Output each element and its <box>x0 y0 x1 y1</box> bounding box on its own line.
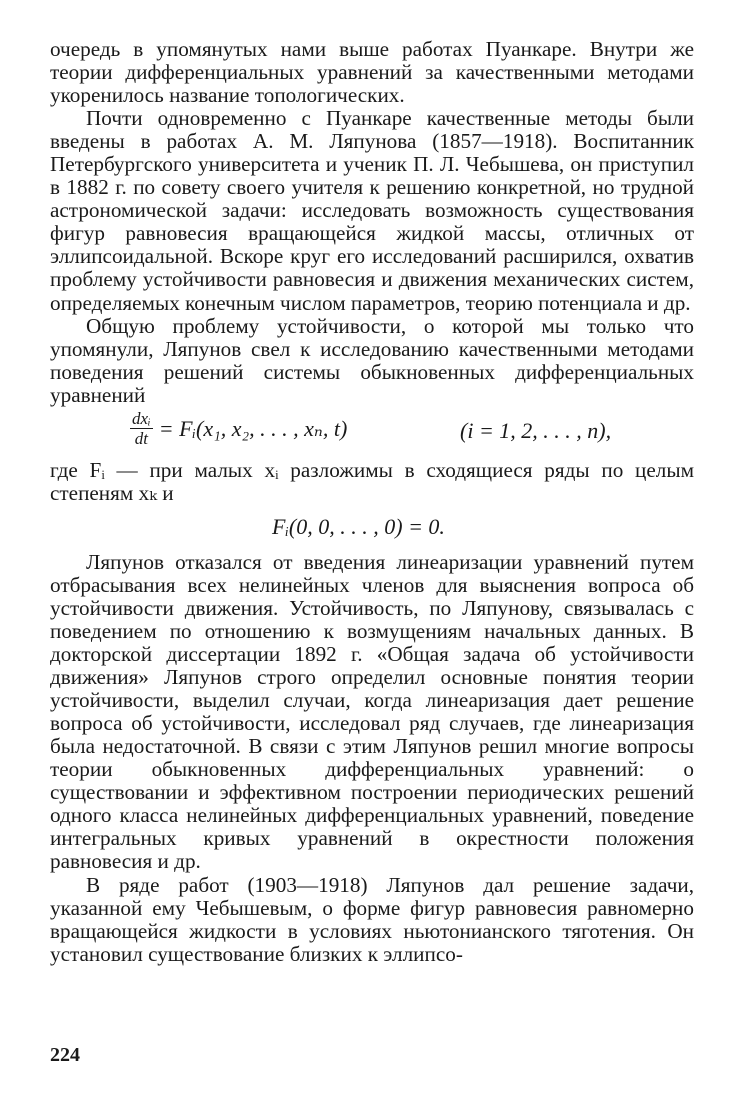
equilibrium-formula <box>50 505 694 551</box>
text-column <box>50 38 694 966</box>
fraction-denominator: dt <box>134 428 148 448</box>
paragraph-3: Общую проблему устойчивости, о которой мы только что упомянули, Ляпунов свел к исследованию качественными методами поведения решений системы обыкновенных дифференциальных уравнений <box>50 313 694 407</box>
differential-system-formula <box>50 407 694 459</box>
formula-index-range: (i = 1, 2, . . . , n), <box>460 417 612 443</box>
derivative-fraction <box>130 409 153 448</box>
page-number: 224 <box>50 1044 80 1066</box>
formula-lhs <box>130 409 347 448</box>
paragraph-1: очередь в упомянутых нами выше работах Пуанкаре. Внутри же теории дифференциальных уравнений за качественными методами укоренилось название топологических. <box>50 37 694 108</box>
equilibrium-equation: Fᵢ(0, 0, . . . , 0) = 0. <box>272 513 445 539</box>
paragraph-5: Ляпунов отказался от введения линеаризации уравнений путем отбрасывания всех нелинейных членов для выяснения вопроса об устойчивости движения. Устойчивость, по Ляпунову, связывалась с поведением по отношению к возмущениям начальных данных. В докторской диссертации 1892 г. «Общая задача об устойчивости движения» Ляпунов строго определил основные понятия теории устойчивости, выделил случаи, когда линеаризация дает решение вопроса об устойчивости, исследовал ряд случаев, где линеаризация была недостаточной. В связи с этим Ляпунов решил многие вопросы теории обыкновенных дифференциальных уравнений: о существовании и эффективном построении периодических решений одного класса нелинейных дифференциальных уравнений, поведение интегральных кривых уравнений в окрестности положения равновесия и др. <box>50 549 694 874</box>
paragraph-4: где Fᵢ — при малых xᵢ разложимы в сходящиеся ряды по целым степеням xₖ и <box>50 457 694 505</box>
paragraph-2: Почти одновременно с Пуанкаре качественные методы были введены в работах А. М. Ляпунова (1857—1918). Воспитанник Петербургского университета и ученик П. Л. Чебышева, он приступил в 1882 г. по совету своего учителя к решению конкретной, но трудной астрономической задачи: исследовать возможность существования фигур равновесия вращающейся жидкой массы, отличных от эллипсоидальной. Вскоре круг его исследований расширился, охватив проблему устойчивости равновесия и движения механических систем, определяемых конечным числом параметров, теорию потенциала и др. <box>50 106 694 315</box>
formula-rhs: = Fᵢ(x₁, x₂, . . . , xₙ, t) <box>158 415 348 441</box>
fraction-numerator: dxᵢ <box>132 408 151 428</box>
paragraph-6: В ряде работ (1903—1918) Ляпунов дал решение задачи, указанной ему Чебышевым, о форме фигур равновесия равномерно вращающейся жидкости в условиях ньютонианского тяготения. Он установил существование близких к эллипсо- <box>50 872 694 966</box>
